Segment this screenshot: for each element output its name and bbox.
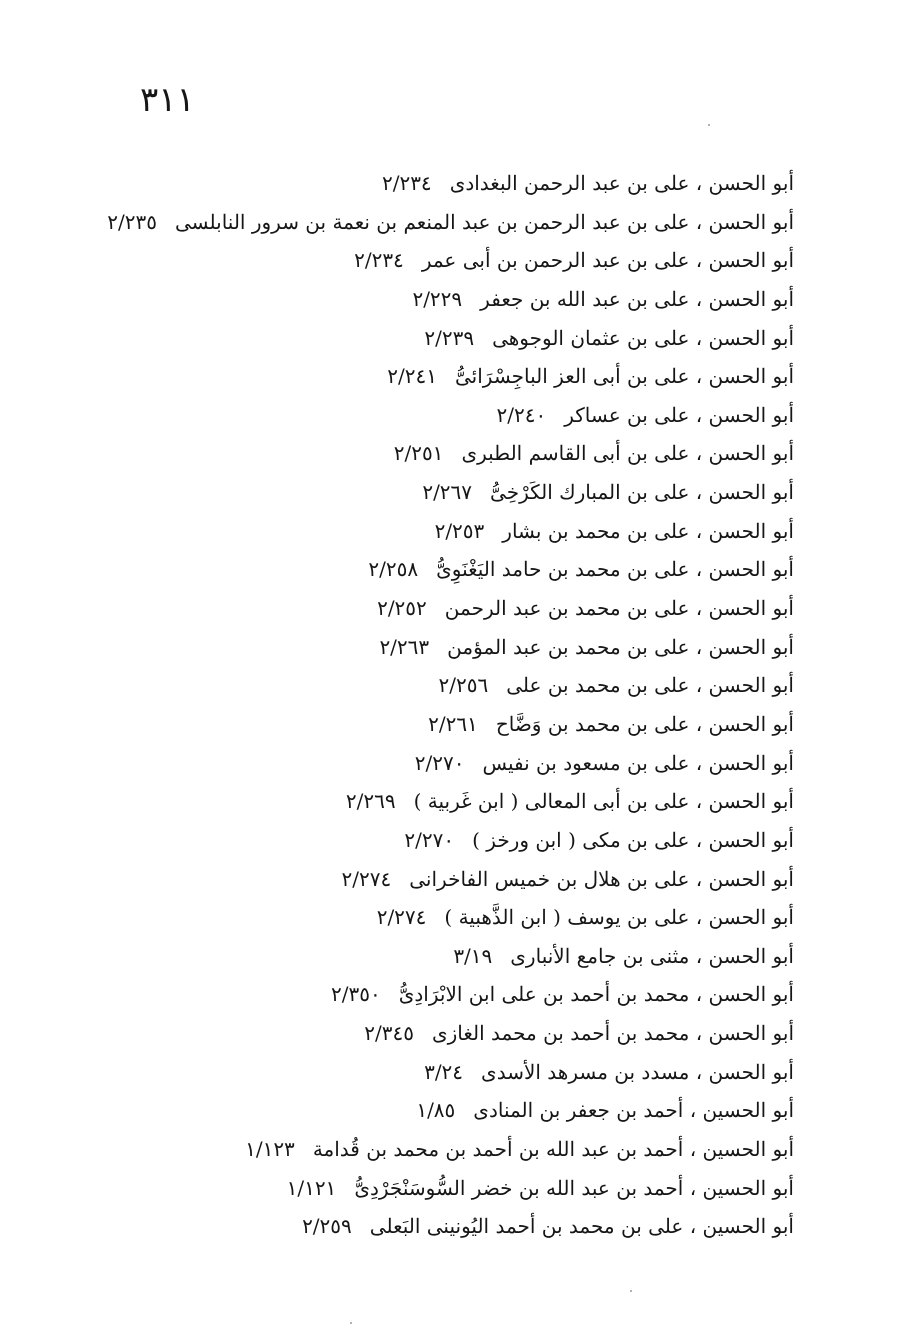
index-entry (94, 782, 794, 821)
entry-name: أبو الحسن ، على بن أبى العز الباجِسْرَائىُّ (455, 364, 794, 389)
index-entry (94, 744, 794, 783)
entry-volume-page-ref: ٢/٢٥٦ (438, 673, 489, 698)
entry-volume-page-ref: ٢/٢٣٩ (424, 325, 475, 350)
index-entry (94, 1014, 794, 1053)
entry-volume-page-ref: ٢/٢٣٤ (381, 171, 432, 195)
index-entry (94, 473, 794, 512)
entry-volume-page-ref: ٢/٢٥٣ (434, 518, 485, 543)
entry-volume-page-ref: ٢/٢٥٩ (302, 1214, 352, 1239)
index-entry (94, 1091, 794, 1130)
index-entry (94, 937, 794, 976)
index-entry (94, 898, 794, 937)
index-entry (94, 628, 794, 667)
entry-name: أبو الحسن ، على بن يوسف ( ابن الذَّهبية ) (444, 905, 794, 930)
index-entry (94, 550, 794, 589)
index-entry (94, 1169, 794, 1208)
entry-name: أبو الحسن ، مثنى بن جامع الأنبارى (510, 943, 794, 968)
entry-volume-page-ref: ٢/٢٤١ (387, 364, 437, 389)
entry-volume-page-ref: ٢/٢٥١ (393, 441, 444, 466)
index-entry (94, 1207, 794, 1246)
entry-volume-page-ref: ٢/٢٥٢ (377, 596, 427, 621)
entry-volume-page-ref: ٢/٣٤٥ (364, 1021, 414, 1046)
entry-name: أبو الحسن ، على بن محمد بن عبد الرحمن (444, 596, 794, 621)
index-entry (94, 512, 794, 551)
entry-name: أبو الحسن ، على بن مكى ( ابن ورخز ) (472, 827, 794, 852)
entry-name: أبو الحسن ، على بن عساكر (564, 402, 794, 427)
entry-name: أبو الحسن ، على بن محمد بن عبد المؤمن (447, 634, 794, 659)
entry-name: أبو الحسين ، أحمد بن عبد الله بن خضر السُّوسَنْجَرْدِىُّ (354, 1175, 794, 1200)
entry-volume-page-ref: ٣/١٩ (453, 943, 493, 968)
entry-volume-page-ref: ٢/٢٧٠ (414, 750, 465, 775)
entry-name: أبو الحسن ، على بن محمد بن وَضَّاح (495, 711, 794, 736)
entry-name: أبو الحسن ، على بن هلال بن خميس الفاخرانى (409, 866, 794, 891)
index-entry (94, 705, 794, 744)
entry-name: أبو الحسن ، على بن المبارك الكَرْخِىُّ (490, 480, 794, 505)
index-entry (94, 280, 794, 319)
index-entry (94, 589, 794, 628)
entry-volume-page-ref: ٢/٣٥٠ (331, 982, 381, 1007)
entry-volume-page-ref: ٢/٢٧٤ (376, 905, 427, 930)
entry-volume-page-ref: ٢/٢٦١ (428, 711, 478, 736)
index-entry-list (94, 164, 794, 1246)
entry-name: أبو الحسن ، على بن عثمان الوجوهى (492, 325, 794, 350)
index-entry (94, 1130, 794, 1169)
index-entry (94, 821, 794, 860)
index-entry (94, 241, 794, 280)
entry-volume-page-ref: ٢/٢٦٧ (422, 480, 473, 505)
entry-volume-page-ref: ٣/٢٤ (424, 1059, 464, 1084)
index-entry (94, 357, 794, 396)
entry-volume-page-ref: ٢/٢٣٥ (107, 209, 157, 234)
entry-volume-page-ref: ٢/٢٣٤ (354, 248, 404, 273)
entry-name: أبو الحسن ، على بن مسعود بن نفيس (482, 750, 794, 775)
index-entry (94, 164, 794, 203)
entry-name: أبو الحسن ، على بن عبد الرحمن بن أبى عمر (421, 248, 794, 273)
index-entry (94, 203, 794, 242)
entry-name: أبو الحسين ، على بن محمد بن أحمد اليُونينى البَعلى (369, 1214, 794, 1239)
entry-name: أبو الحسن ، على بن محمد بن حامد اليَغْنَوِىُّ (436, 557, 794, 582)
entry-name: أبو الحسن ، على بن محمد بن بشار (502, 518, 794, 543)
index-entry (94, 434, 794, 473)
index-entry (94, 666, 794, 705)
entry-volume-page-ref: ٢/٢٧٠ (404, 827, 455, 852)
entry-volume-page-ref: ٢/٢٧٤ (341, 866, 392, 891)
entry-name: أبو الحسين ، أحمد بن جعفر بن المنادى (473, 1098, 794, 1123)
index-entry (94, 975, 794, 1014)
page-number: ٣١١ (140, 80, 195, 120)
entry-volume-page-ref: ١/٨٥ (416, 1098, 456, 1123)
entry-volume-page-ref: ٢/٢٦٩ (345, 789, 396, 814)
entry-volume-page-ref: ٢/٢٢٩ (412, 286, 463, 311)
index-entry (94, 860, 794, 899)
index-entry (94, 1053, 794, 1092)
entry-name: أبو الحسن ، على بن عبد الرحمن بن عبد المنعم بن نعمة بن سرور النابلسى (175, 209, 794, 234)
entry-volume-page-ref: ٢/٢٤٠ (496, 402, 547, 427)
entry-name: أبو الحسن ، محمد بن أحمد بن محمد الغازى (431, 1021, 794, 1046)
scan-speck (350, 1322, 352, 1324)
index-entry (94, 396, 794, 435)
index-entry (94, 319, 794, 358)
entry-name: أبو الحسن ، على بن أبى القاسم الطبرى (461, 441, 794, 466)
entry-name: أبو الحسن ، على بن أبى المعالى ( ابن غَربية ) (413, 789, 794, 814)
entry-volume-page-ref: ٢/٢٦٣ (379, 634, 430, 659)
entry-name: أبو الحسن ، مسدد بن مسرهد الأسدى (481, 1059, 794, 1084)
entry-name: أبو الحسن ، محمد بن أحمد بن على ابن الابْرَادِىُّ (398, 982, 794, 1007)
scan-speck (630, 1290, 632, 1292)
entry-volume-page-ref: ١/١٢١ (286, 1175, 337, 1200)
entry-volume-page-ref: ٢/٢٥٨ (368, 557, 419, 582)
entry-volume-page-ref: ١/١٢٣ (245, 1137, 295, 1162)
entry-name: أبو الحسين ، أحمد بن عبد الله بن أحمد بن محمد بن قُدامة (312, 1137, 794, 1162)
entry-name: أبو الحسن ، على بن عبد الرحمن البغدادى (449, 171, 794, 195)
entry-name: أبو الحسن ، على بن محمد بن على (506, 673, 794, 698)
entry-name: أبو الحسن ، على بن عبد الله بن جعفر (480, 286, 794, 311)
scan-speck (708, 124, 710, 126)
